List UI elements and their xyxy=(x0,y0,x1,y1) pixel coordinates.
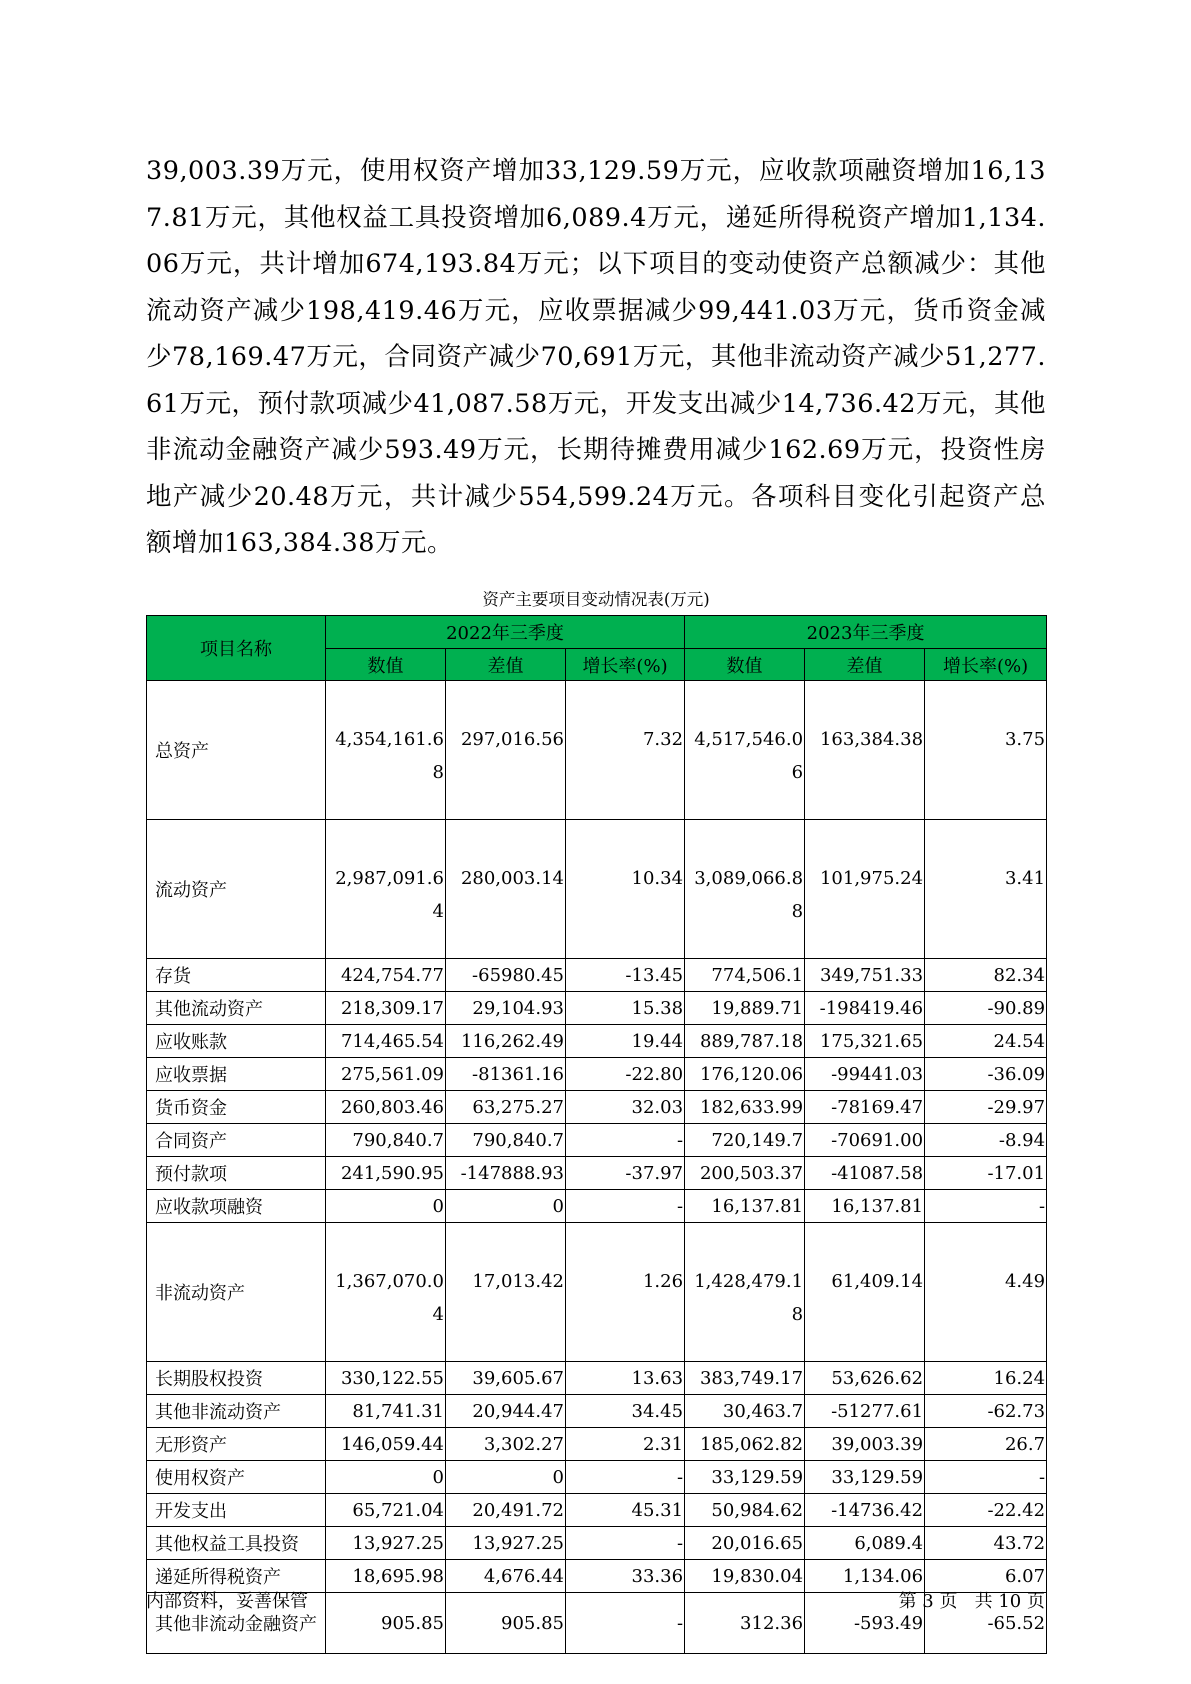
cell-diff-2022: 280,003.14 xyxy=(446,820,566,959)
cell-item-name: 开发支出 xyxy=(147,1494,326,1527)
cell-value-2023: 200,503.37 xyxy=(685,1157,805,1190)
table-row xyxy=(147,959,1047,992)
cell-value-2022: 81,741.31 xyxy=(326,1395,446,1428)
cell-diff-2022: 20,944.47 xyxy=(446,1395,566,1428)
cell-item-name: 应收款项融资 xyxy=(147,1190,326,1223)
header-value-2022: 数值 xyxy=(326,649,446,681)
cell-value-2022: 275,561.09 xyxy=(326,1058,446,1091)
table-row xyxy=(147,1494,1047,1527)
cell-diff-2023: -41087.58 xyxy=(805,1157,925,1190)
cell-diff-2022: -65980.45 xyxy=(446,959,566,992)
cell-rate-2023: 26.7 xyxy=(925,1428,1047,1461)
header-year-2022: 2022年三季度 xyxy=(326,616,685,649)
cell-item-name: 无形资产 xyxy=(147,1428,326,1461)
cell-value-2023: 33,129.59 xyxy=(685,1461,805,1494)
cell-value-2022: 241,590.95 xyxy=(326,1157,446,1190)
header-rate-2023: 增长率(%) xyxy=(925,649,1047,681)
table-row xyxy=(147,1395,1047,1428)
cell-item-name: 应收账款 xyxy=(147,1025,326,1058)
cell-item-name: 存货 xyxy=(147,959,326,992)
cell-value-2022: 65,721.04 xyxy=(326,1494,446,1527)
cell-rate-2022: 34.45 xyxy=(566,1395,685,1428)
cell-diff-2023: 61,409.14 xyxy=(805,1223,925,1362)
cell-value-2022: 146,059.44 xyxy=(326,1428,446,1461)
cell-rate-2022: -13.45 xyxy=(566,959,685,992)
table-row xyxy=(147,1025,1047,1058)
cell-rate-2023: -62.73 xyxy=(925,1395,1047,1428)
cell-rate-2023: 3.41 xyxy=(925,820,1047,959)
cell-rate-2023: 82.34 xyxy=(925,959,1047,992)
cell-value-2022: 905.85 xyxy=(326,1593,446,1654)
cell-value-2023: 889,787.18 xyxy=(685,1025,805,1058)
table-row xyxy=(147,1124,1047,1157)
cell-item-name: 递延所得税资产 xyxy=(147,1560,326,1593)
cell-diff-2023: 1,134.06 xyxy=(805,1560,925,1593)
table-row xyxy=(147,1058,1047,1091)
cell-rate-2023: - xyxy=(925,1461,1047,1494)
cell-diff-2023: 175,321.65 xyxy=(805,1025,925,1058)
cell-diff-2022: 790,840.7 xyxy=(446,1124,566,1157)
cell-item-name: 预付款项 xyxy=(147,1157,326,1190)
cell-diff-2022: 116,262.49 xyxy=(446,1025,566,1058)
cell-diff-2023: -593.49 xyxy=(805,1593,925,1654)
cell-value-2023: 19,889.71 xyxy=(685,992,805,1025)
cell-rate-2022: -22.80 xyxy=(566,1058,685,1091)
cell-diff-2022: -81361.16 xyxy=(446,1058,566,1091)
cell-rate-2023: -29.97 xyxy=(925,1091,1047,1124)
cell-diff-2023: 101,975.24 xyxy=(805,820,925,959)
cell-value-2022: 2,987,091.64 xyxy=(326,820,446,959)
cell-diff-2022: 4,676.44 xyxy=(446,1560,566,1593)
cell-diff-2023: 53,626.62 xyxy=(805,1362,925,1395)
cell-rate-2023: 43.72 xyxy=(925,1527,1047,1560)
cell-value-2023: 1,428,479.18 xyxy=(685,1223,805,1362)
cell-rate-2023: 4.49 xyxy=(925,1223,1047,1362)
cell-rate-2022: - xyxy=(566,1124,685,1157)
cell-diff-2023: -78169.47 xyxy=(805,1091,925,1124)
cell-value-2023: 3,089,066.88 xyxy=(685,820,805,959)
cell-diff-2023: 16,137.81 xyxy=(805,1190,925,1223)
cell-rate-2023: -17.01 xyxy=(925,1157,1047,1190)
cell-rate-2022: 1.26 xyxy=(566,1223,685,1362)
cell-item-name: 其他权益工具投资 xyxy=(147,1527,326,1560)
cell-diff-2023: 6,089.4 xyxy=(805,1527,925,1560)
cell-rate-2022: 13.63 xyxy=(566,1362,685,1395)
header-diff-2023: 差值 xyxy=(805,649,925,681)
table-row xyxy=(147,1461,1047,1494)
cell-value-2022: 0 xyxy=(326,1190,446,1223)
cell-rate-2022: - xyxy=(566,1190,685,1223)
cell-item-name: 总资产 xyxy=(147,681,326,820)
cell-diff-2022: 17,013.42 xyxy=(446,1223,566,1362)
cell-rate-2023: 6.07 xyxy=(925,1560,1047,1593)
cell-rate-2023: -65.52 xyxy=(925,1593,1047,1654)
cell-value-2022: 714,465.54 xyxy=(326,1025,446,1058)
cell-value-2022: 260,803.46 xyxy=(326,1091,446,1124)
cell-value-2023: 50,984.62 xyxy=(685,1494,805,1527)
table-row xyxy=(147,1223,1047,1362)
footer-page-number: 第 3 页 共 10 页 xyxy=(898,1591,1045,1612)
cell-rate-2022: 2.31 xyxy=(566,1428,685,1461)
header-value-2023: 数值 xyxy=(685,649,805,681)
cell-rate-2022: 10.34 xyxy=(566,820,685,959)
cell-item-name: 货币资金 xyxy=(147,1091,326,1124)
cell-value-2022: 218,309.17 xyxy=(326,992,446,1025)
cell-rate-2022: 45.31 xyxy=(566,1494,685,1527)
cell-value-2023: 4,517,546.06 xyxy=(685,681,805,820)
cell-value-2022: 13,927.25 xyxy=(326,1527,446,1560)
cell-rate-2023: -22.42 xyxy=(925,1494,1047,1527)
cell-item-name: 合同资产 xyxy=(147,1124,326,1157)
table-row xyxy=(147,1091,1047,1124)
cell-value-2023: 16,137.81 xyxy=(685,1190,805,1223)
table-row xyxy=(147,1157,1047,1190)
body-paragraph: 39,003.39万元，使用权资产增加33,129.59万元，应收款项融资增加16,137.81万元，其他权益工具投资增加6,089.4万元，递延所得税资产增加1,134.06万元，共计增加674,193.84万元；以下项目的变动使资产总额减少：其他流动资产减少198,419.46万元，应收票据减少99,441.03万元，货币资金减少78,169.47万元，合同资产减少70,691万元，其他非流动资产减少51,277.61万元，预付款项减少41,087.58万元，开发支出减少14,736.42万元，其他非流动金融资产减少593.49万元，长期待摊费用减少162.69万元，投资性房地产减少20.48万元，共计减少554,599.24万元。各项科目变化引起资产总额增加163,384.38万元。 xyxy=(146,156,1047,558)
cell-item-name: 其他非流动资产 xyxy=(147,1395,326,1428)
cell-rate-2023: -90.89 xyxy=(925,992,1047,1025)
cell-value-2023: 20,016.65 xyxy=(685,1527,805,1560)
cell-rate-2023: -36.09 xyxy=(925,1058,1047,1091)
cell-value-2023: 182,633.99 xyxy=(685,1091,805,1124)
cell-item-name: 其他非流动金融资产 xyxy=(147,1593,326,1654)
cell-rate-2022: - xyxy=(566,1461,685,1494)
cell-rate-2022: 33.36 xyxy=(566,1560,685,1593)
table-row xyxy=(147,681,1047,820)
cell-rate-2022: - xyxy=(566,1593,685,1654)
cell-diff-2023: -198419.46 xyxy=(805,992,925,1025)
cell-diff-2022: 39,605.67 xyxy=(446,1362,566,1395)
cell-rate-2023: 3.75 xyxy=(925,681,1047,820)
header-item-name: 项目名称 xyxy=(147,616,326,681)
cell-value-2023: 185,062.82 xyxy=(685,1428,805,1461)
cell-value-2022: 18,695.98 xyxy=(326,1560,446,1593)
cell-value-2022: 330,122.55 xyxy=(326,1362,446,1395)
cell-rate-2023: 24.54 xyxy=(925,1025,1047,1058)
cell-value-2023: 720,149.7 xyxy=(685,1124,805,1157)
cell-item-name: 长期股权投资 xyxy=(147,1362,326,1395)
cell-rate-2022: - xyxy=(566,1527,685,1560)
cell-value-2022: 424,754.77 xyxy=(326,959,446,992)
cell-diff-2022: -147888.93 xyxy=(446,1157,566,1190)
cell-diff-2023: -70691.00 xyxy=(805,1124,925,1157)
cell-rate-2023: -8.94 xyxy=(925,1124,1047,1157)
cell-item-name: 应收票据 xyxy=(147,1058,326,1091)
cell-item-name: 非流动资产 xyxy=(147,1223,326,1362)
cell-diff-2022: 0 xyxy=(446,1461,566,1494)
cell-rate-2022: 32.03 xyxy=(566,1091,685,1124)
cell-value-2023: 30,463.7 xyxy=(685,1395,805,1428)
cell-diff-2023: 163,384.38 xyxy=(805,681,925,820)
cell-rate-2022: 7.32 xyxy=(566,681,685,820)
cell-value-2023: 19,830.04 xyxy=(685,1560,805,1593)
cell-value-2022: 0 xyxy=(326,1461,446,1494)
cell-diff-2022: 20,491.72 xyxy=(446,1494,566,1527)
table-row xyxy=(147,820,1047,959)
table-caption: 资产主要项目变动情况表(万元) xyxy=(482,590,710,609)
cell-diff-2023: -51277.61 xyxy=(805,1395,925,1428)
cell-item-name: 其他流动资产 xyxy=(147,992,326,1025)
cell-value-2022: 790,840.7 xyxy=(326,1124,446,1157)
cell-value-2023: 176,120.06 xyxy=(685,1058,805,1091)
cell-diff-2022: 0 xyxy=(446,1190,566,1223)
cell-rate-2022: 15.38 xyxy=(566,992,685,1025)
cell-rate-2023: 16.24 xyxy=(925,1362,1047,1395)
header-year-2023: 2023年三季度 xyxy=(685,616,1047,649)
table-row xyxy=(147,1527,1047,1560)
cell-diff-2022: 297,016.56 xyxy=(446,681,566,820)
header-diff-2022: 差值 xyxy=(446,649,566,681)
cell-rate-2022: 19.44 xyxy=(566,1025,685,1058)
cell-diff-2023: 39,003.39 xyxy=(805,1428,925,1461)
cell-value-2023: 312.36 xyxy=(685,1593,805,1654)
cell-value-2023: 383,749.17 xyxy=(685,1362,805,1395)
cell-value-2022: 1,367,070.04 xyxy=(326,1223,446,1362)
cell-value-2022: 4,354,161.68 xyxy=(326,681,446,820)
cell-diff-2023: -14736.42 xyxy=(805,1494,925,1527)
cell-diff-2022: 905.85 xyxy=(446,1593,566,1654)
cell-value-2023: 774,506.1 xyxy=(685,959,805,992)
cell-diff-2022: 13,927.25 xyxy=(446,1527,566,1560)
cell-diff-2022: 63,275.27 xyxy=(446,1091,566,1124)
cell-rate-2022: -37.97 xyxy=(566,1157,685,1190)
cell-item-name: 流动资产 xyxy=(147,820,326,959)
table-row xyxy=(147,1190,1047,1223)
table-row xyxy=(147,992,1047,1025)
cell-diff-2022: 29,104.93 xyxy=(446,992,566,1025)
cell-item-name: 使用权资产 xyxy=(147,1461,326,1494)
cell-diff-2023: 349,751.33 xyxy=(805,959,925,992)
table-row xyxy=(147,1362,1047,1395)
cell-diff-2023: -99441.03 xyxy=(805,1058,925,1091)
footer-confidential-note: 内部资料，妥善保管 xyxy=(146,1591,308,1612)
asset-change-table xyxy=(146,615,1047,1654)
cell-diff-2022: 3,302.27 xyxy=(446,1428,566,1461)
header-rate-2022: 增长率(%) xyxy=(566,649,685,681)
table-row xyxy=(147,1428,1047,1461)
cell-rate-2023: - xyxy=(925,1190,1047,1223)
cell-diff-2023: 33,129.59 xyxy=(805,1461,925,1494)
